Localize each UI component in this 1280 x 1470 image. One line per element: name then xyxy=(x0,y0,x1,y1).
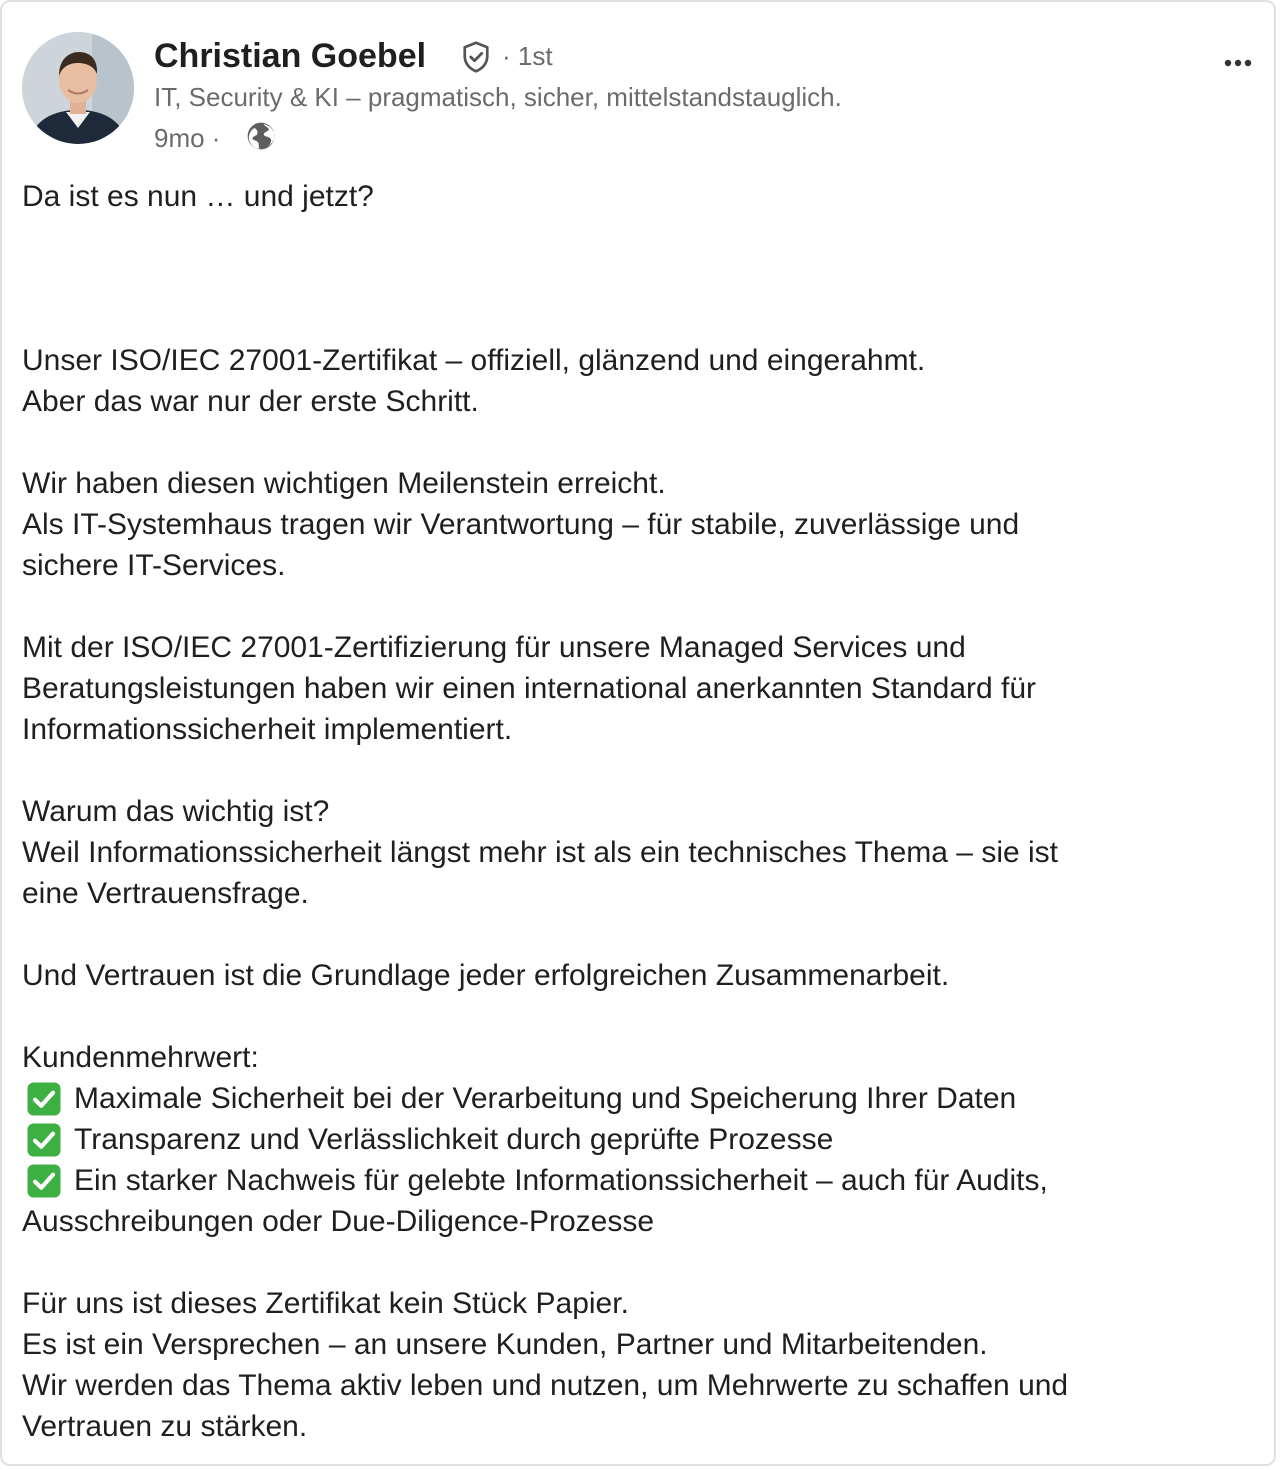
benefit-text-continued: Ausschreibungen oder Due-Diligence-Prozesse xyxy=(22,1205,655,1238)
benefit-text: Maximale Sicherheit bei der Verarbeitung und Speicherung Ihrer Daten xyxy=(74,1082,1017,1115)
benefit-item xyxy=(22,1160,1252,1201)
green-checkmark-icon xyxy=(26,1081,62,1117)
post-body xyxy=(22,176,1252,1447)
globe-icon xyxy=(245,120,277,152)
post-paragraph-line: Mit der ISO/IEC 27001-Zertifizierung für unsere Managed Services und xyxy=(22,631,966,664)
post-paragraph-line: Weil Informationssicherheit längst mehr ist als ein technisches Thema – sie ist xyxy=(22,836,1059,869)
post-paragraph-line: Als IT-Systemhaus tragen wir Verantwortung – für stabile, zuverlässige und xyxy=(22,508,1020,541)
connection-degree: · 1st xyxy=(502,41,553,71)
green-checkmark-icon xyxy=(26,1122,62,1158)
author-name[interactable]: Christian Goebel xyxy=(154,37,427,75)
more-options-icon[interactable] xyxy=(1212,46,1264,80)
post-paragraph-line: sichere IT-Services. xyxy=(22,549,286,582)
post-paragraph-line: Unser ISO/IEC 27001-Zertifikat – offiziell, glänzend und eingerahmt. xyxy=(22,344,926,377)
post-paragraph-line: Warum das wichtig ist? xyxy=(22,795,330,828)
post-paragraph-line: Für uns ist dieses Zertifikat kein Stück Papier. xyxy=(22,1287,629,1320)
benefit-item xyxy=(22,1119,1252,1160)
green-checkmark-icon xyxy=(26,1163,62,1199)
post-paragraph-line: eine Vertrauensfrage. xyxy=(22,877,309,910)
verified-shield-icon xyxy=(458,39,494,75)
post-paragraph-line: Und Vertrauen ist die Grundlage jeder erfolgreichen Zusammenarbeit. xyxy=(22,959,950,992)
benefit-text: Ein starker Nachweis für gelebte Informationssicherheit – auch für Audits, xyxy=(74,1164,1048,1197)
author-avatar[interactable] xyxy=(22,32,134,144)
post-paragraph-line: Informationssicherheit implementiert. xyxy=(22,713,513,746)
post-paragraph-line: Beratungsleistungen haben wir einen international anerkannten Standard für xyxy=(22,672,1037,705)
benefit-item xyxy=(22,1078,1252,1119)
avatar-photo-icon xyxy=(22,32,134,144)
benefits-heading: Kundenmehrwert: xyxy=(22,1041,259,1074)
post-paragraph-line: Wir werden das Thema aktiv leben und nutzen, um Mehrwerte zu schaffen und xyxy=(22,1369,1069,1402)
post-paragraph-line: Es ist ein Versprechen – an unsere Kunden, Partner und Mitarbeitenden. xyxy=(22,1328,988,1361)
post-paragraph-line: Vertrauen zu stärken. xyxy=(22,1410,308,1443)
post-paragraph-line: Wir haben diesen wichtigen Meilenstein erreicht. xyxy=(22,467,666,500)
post-paragraph-line: Aber das war nur der erste Schritt. xyxy=(22,385,479,418)
author-headline: IT, Security & KI – pragmatisch, sicher, mittelstandstauglich. xyxy=(154,82,842,112)
benefit-text: Transparenz und Verlässlichkeit durch geprüfte Prozesse xyxy=(74,1123,834,1156)
post-age: 9mo · xyxy=(154,123,221,153)
post-intro: Da ist es nun … und jetzt? xyxy=(22,180,374,213)
